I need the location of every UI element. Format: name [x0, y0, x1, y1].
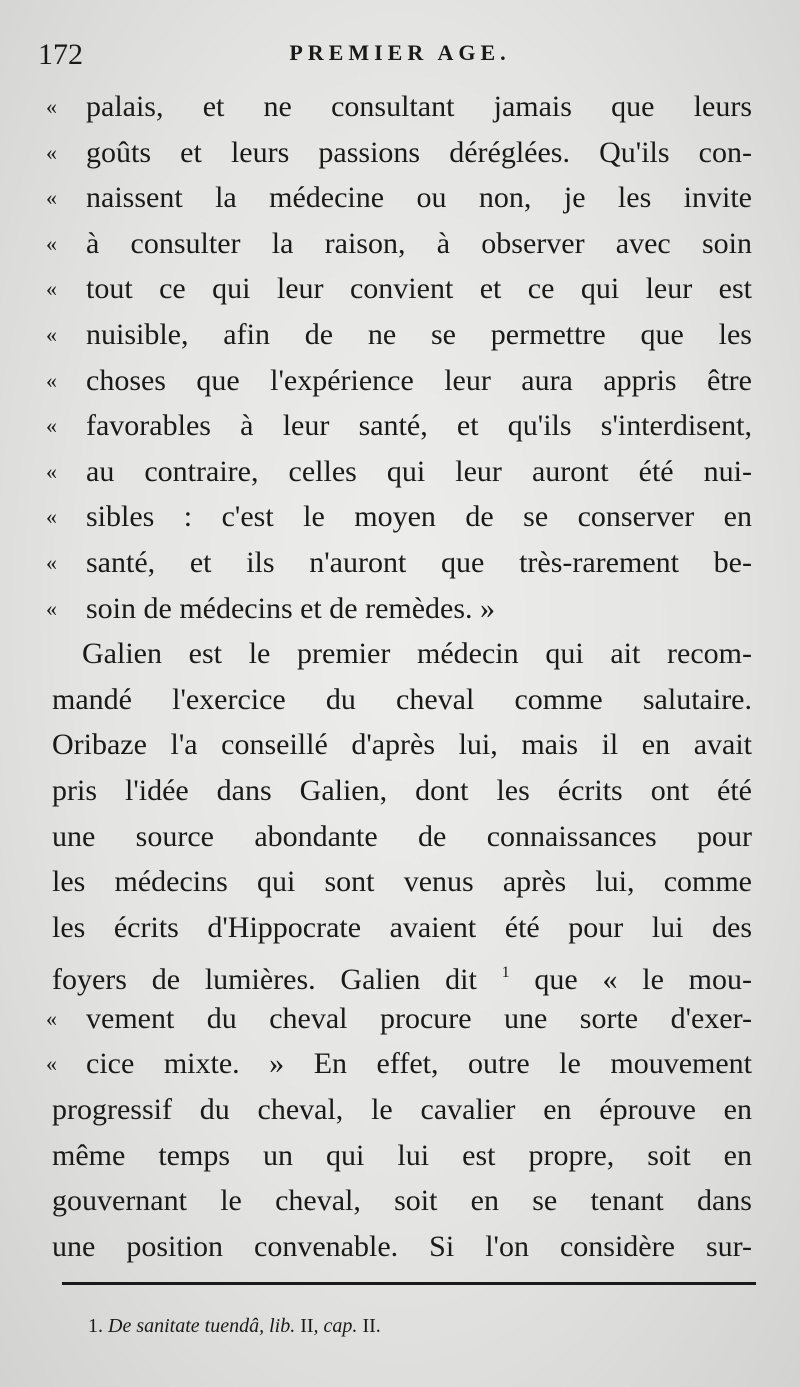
paragraph-start-line: Galien est le premier médecin qui ait recom- — [82, 637, 752, 671]
running-head: PREMIER AGE. — [289, 40, 511, 65]
quote-mark: « — [46, 504, 57, 530]
quote-mark: « — [46, 367, 57, 393]
text-line: « naissent la médecine ou non, je les invite — [52, 175, 752, 221]
text-line: « santé, et ils n'auront que très-rarement be- — [52, 540, 752, 586]
footnote — [88, 1315, 381, 1338]
text-line: mandé l'exercice du cheval comme salutaire. — [52, 682, 752, 716]
text-line: une position convenable. Si l'on considère sur- — [52, 1229, 752, 1263]
quote-mark: « — [46, 321, 57, 347]
quote-mark: « — [46, 139, 57, 165]
page-number: 172 — [38, 38, 83, 71]
text-line: « tout ce qui leur convient et ce qui leur est — [52, 266, 752, 312]
text-line: foyers de lumières. Galien dit $^1$ que « le mou- — [52, 963, 752, 997]
quote-mark: « — [46, 1005, 57, 1031]
footnote-divider — [62, 1282, 756, 1285]
text-line: les écrits d'Hippocrate avaient été pour lui des — [52, 910, 752, 944]
text-line: « favorables à leur santé, et qu'ils s'interdisent, — [52, 403, 752, 449]
footnote-reference: 1 — [501, 964, 510, 982]
text-line: « nuisible, afin de ne se permettre que les — [52, 312, 752, 358]
text-line: « au contraire, celles qui leur auront été nui- — [52, 449, 752, 495]
quote-mark: « — [46, 595, 57, 621]
text-line: une source abondante de connaissances pour — [52, 819, 752, 853]
quote-mark: « — [46, 1051, 57, 1077]
footnote-lib: lib. — [269, 1315, 296, 1337]
quote-mark: « — [46, 94, 57, 119]
text-line: « sibles : c'est le moyen de se conserver en — [52, 494, 752, 540]
quote-mark: « — [46, 185, 57, 211]
text-line: progressif du cheval, le cavalier en éprouve en — [52, 1093, 752, 1127]
text-line: « à consulter la raison, à observer avec soin — [52, 221, 752, 267]
text-line: « palais, et ne consultant jamais que leurs — [52, 84, 752, 130]
quote-mark: « — [46, 413, 57, 439]
text-line: « goûts et leurs passions déréglées. Qu'ils con- — [52, 130, 752, 176]
text-line: pris l'idée dans Galien, dont les écrits ont été — [52, 773, 752, 807]
quote-mark: « — [46, 549, 57, 575]
quote-mark: « — [46, 230, 57, 256]
quote-mark: « — [46, 458, 57, 484]
footnote-cap: , cap. — [313, 1315, 358, 1337]
text-line: même temps un qui lui est propre, soit en — [52, 1138, 752, 1172]
text-line: « cice mixte. » En effet, outre le mouvement — [52, 1041, 752, 1087]
text-line: Oribaze l'a conseillé d'après lui, mais il en avait — [52, 728, 752, 762]
footnote-title: De sanitate tuendâ, — [108, 1315, 265, 1337]
text-line: les médecins qui sont venus après lui, comme — [52, 865, 752, 899]
text-line: « soin de médecins et de remèdes. » — [52, 586, 752, 632]
body-text — [46, 84, 752, 1269]
text-line: « choses que l'expérience leur aura appris être — [52, 358, 752, 404]
text-line: « vement du cheval procure une sorte d'exer- — [52, 996, 752, 1042]
text-line: gouvernant le cheval, soit en se tenant dans — [52, 1184, 752, 1218]
footnote-chapter: II. — [362, 1315, 381, 1337]
quote-mark: « — [46, 276, 57, 302]
footnote-book: II — [300, 1315, 314, 1337]
footnote-number: 1. — [88, 1315, 103, 1337]
